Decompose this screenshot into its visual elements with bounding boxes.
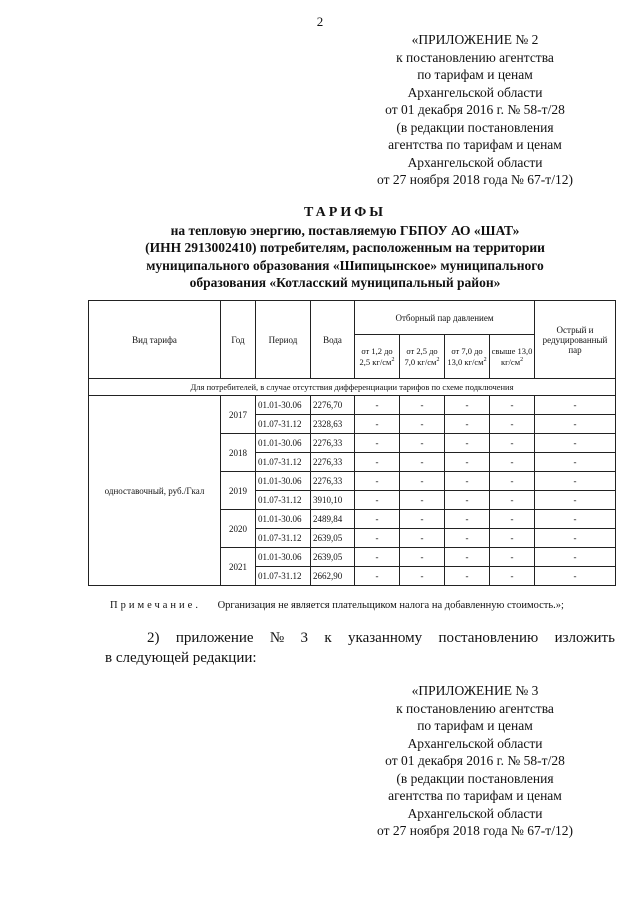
- dash-cell: -: [400, 453, 445, 472]
- appendix-line: от 27 ноября 2018 года № 67-т/12): [377, 823, 573, 838]
- water-value: 2276,70: [311, 396, 355, 415]
- dash-cell: -: [355, 529, 400, 548]
- water-value: 2328,63: [311, 415, 355, 434]
- period-cell: 01.07-31.12: [256, 491, 311, 510]
- para-word: к: [324, 630, 332, 646]
- dash-cell: -: [535, 529, 616, 548]
- remark-label: Примечание.: [110, 600, 201, 611]
- title-line: муниципального образования «Шипицынское» муниципального: [146, 257, 544, 273]
- dash-cell: -: [490, 548, 535, 567]
- appendix-line: (в редакции постановления: [396, 119, 554, 135]
- appendix-line: «ПРИЛОЖЕНИЕ № 2: [411, 32, 539, 47]
- period-cell: 01.07-31.12: [256, 567, 311, 586]
- dash-cell: -: [490, 396, 535, 415]
- dash-cell: -: [535, 472, 616, 491]
- water-value: 2276,33: [311, 453, 355, 472]
- document-title: [95, 204, 595, 292]
- year-cell: 2019: [221, 472, 256, 510]
- appendix-line: к постановлению агентства: [396, 49, 554, 65]
- dash-cell: -: [535, 491, 616, 510]
- dash-cell: -: [400, 396, 445, 415]
- page-number: 2: [316, 14, 324, 29]
- dash-cell: -: [355, 491, 400, 510]
- para-word: 3: [300, 630, 309, 646]
- dash-cell: -: [490, 491, 535, 510]
- para-word: 2): [147, 630, 160, 646]
- appendix-line: (в редакции постановления: [396, 770, 554, 786]
- appendix-heading-top: [330, 31, 620, 189]
- para-line-2: в следующей редакции:: [105, 650, 257, 666]
- dash-cell: -: [535, 434, 616, 453]
- year-cell: 2020: [221, 510, 256, 548]
- dash-cell: -: [355, 472, 400, 491]
- water-value: 2276,33: [311, 434, 355, 453]
- dash-cell: -: [535, 415, 616, 434]
- dash-cell: -: [445, 472, 490, 491]
- appendix-line: «ПРИЛОЖЕНИЕ № 3: [411, 683, 539, 698]
- dash-cell: -: [355, 548, 400, 567]
- dash-cell: -: [535, 548, 616, 567]
- dash-cell: -: [535, 567, 616, 586]
- appendix-line: от 27 ноября 2018 года № 67-т/12): [377, 172, 573, 187]
- appendix-line: агентства по тарифам и ценам: [388, 788, 562, 803]
- water-value: 2489,84: [311, 510, 355, 529]
- dash-cell: -: [445, 491, 490, 510]
- water-value: 2276,33: [311, 472, 355, 491]
- dash-cell: -: [445, 529, 490, 548]
- tariff-table: [88, 300, 616, 586]
- header-tariff-type: Вид тарифа: [89, 301, 221, 379]
- dash-cell: -: [355, 510, 400, 529]
- dash-cell: -: [355, 567, 400, 586]
- para-word: приложение: [175, 630, 254, 646]
- dash-cell: -: [445, 567, 490, 586]
- dash-cell: -: [445, 434, 490, 453]
- remark: [110, 600, 564, 611]
- note-row: Для потребителей, в случае отсутствия дифференциации тарифов по схеме подключения: [89, 379, 616, 396]
- para-word: указанному: [348, 630, 423, 646]
- tariff-type-cell: одноставочный, руб./Гкал: [89, 396, 221, 586]
- dash-cell: -: [355, 453, 400, 472]
- dash-cell: -: [490, 510, 535, 529]
- water-value: 2639,05: [311, 548, 355, 567]
- header-pressure-1: от 1,2 до 2,5 $кг/см^2$: [355, 335, 400, 379]
- title-line: (ИНН 2913002410) потребителям, расположенным на территории: [145, 240, 545, 255]
- appendix-line: Архангельской области: [407, 735, 543, 751]
- para-word: №: [269, 630, 285, 646]
- header-period: Период: [256, 301, 311, 379]
- dash-cell: -: [355, 434, 400, 453]
- appendix-line: от 01 декабря 2016 г. № 58-т/28: [385, 102, 565, 117]
- period-cell: 01.01-30.06: [256, 396, 311, 415]
- dash-cell: -: [490, 529, 535, 548]
- period-cell: 01.07-31.12: [256, 415, 311, 434]
- period-cell: 01.01-30.06: [256, 434, 311, 453]
- dash-cell: -: [490, 434, 535, 453]
- dash-cell: -: [535, 510, 616, 529]
- title-main: ТАРИФЫ: [304, 205, 386, 220]
- appendix-line: по тарифам и ценам: [417, 718, 533, 733]
- remark-text: Организация не является плательщиком налога на добавленную стоимость.»;: [217, 600, 564, 611]
- dash-cell: -: [445, 453, 490, 472]
- dash-cell: -: [535, 396, 616, 415]
- appendix-line: к постановлению агентства: [396, 700, 554, 716]
- header-pressure-4: свыше 13,0 $кг/см^2$: [490, 335, 535, 379]
- appendix-line: по тарифам и ценам: [417, 67, 533, 82]
- period-cell: 01.07-31.12: [256, 453, 311, 472]
- appendix-line: Архангельской области: [407, 154, 543, 170]
- dash-cell: -: [355, 396, 400, 415]
- dash-cell: -: [445, 510, 490, 529]
- dash-cell: -: [400, 472, 445, 491]
- dash-cell: -: [400, 415, 445, 434]
- dash-cell: -: [490, 472, 535, 491]
- year-cell: 2018: [221, 434, 256, 472]
- dash-cell: -: [490, 415, 535, 434]
- header-pressure-2: от 2,5 до 7,0 $кг/см^2$: [400, 335, 445, 379]
- water-value: 2662,90: [311, 567, 355, 586]
- header-steam: Отборный пар давлением: [355, 301, 535, 335]
- appendix-line: Архангельской области: [407, 805, 543, 821]
- period-cell: 01.01-30.06: [256, 548, 311, 567]
- appendix-line: от 01 декабря 2016 г. № 58-т/28: [385, 753, 565, 768]
- title-line: образования «Котласский муниципальный район»: [189, 275, 501, 290]
- year-cell: 2017: [221, 396, 256, 434]
- header-water: Вода: [311, 301, 355, 379]
- dash-cell: -: [445, 548, 490, 567]
- para-word: постановлению: [438, 630, 539, 646]
- water-value: 3910,10: [311, 491, 355, 510]
- appendix-line: агентства по тарифам и ценам: [388, 137, 562, 152]
- dash-cell: -: [400, 510, 445, 529]
- dash-cell: -: [490, 567, 535, 586]
- para-word: изложить: [554, 630, 615, 646]
- header-sharp-steam: Острый и редуцированный пар: [535, 301, 616, 379]
- period-cell: 01.01-30.06: [256, 472, 311, 491]
- dash-cell: -: [400, 529, 445, 548]
- header-year: Год: [221, 301, 256, 379]
- table-row: [89, 396, 616, 415]
- dash-cell: -: [445, 396, 490, 415]
- dash-cell: -: [400, 567, 445, 586]
- water-value: 2639,05: [311, 529, 355, 548]
- amendment-paragraph: [105, 628, 615, 668]
- dash-cell: -: [490, 453, 535, 472]
- period-cell: 01.01-30.06: [256, 510, 311, 529]
- period-cell: 01.07-31.12: [256, 529, 311, 548]
- dash-cell: -: [400, 491, 445, 510]
- dash-cell: -: [400, 548, 445, 567]
- appendix-line: Архангельской области: [407, 84, 543, 100]
- header-pressure-3: от 7,0 до 13,0 $кг/см^2$: [445, 335, 490, 379]
- dash-cell: -: [355, 415, 400, 434]
- appendix-heading-bottom: [330, 682, 620, 840]
- dash-cell: -: [400, 434, 445, 453]
- title-line: на тепловую энергию, поставляемую ГБПОУ АО «ШАТ»: [170, 222, 520, 238]
- year-cell: 2021: [221, 548, 256, 586]
- dash-cell: -: [445, 415, 490, 434]
- dash-cell: -: [535, 453, 616, 472]
